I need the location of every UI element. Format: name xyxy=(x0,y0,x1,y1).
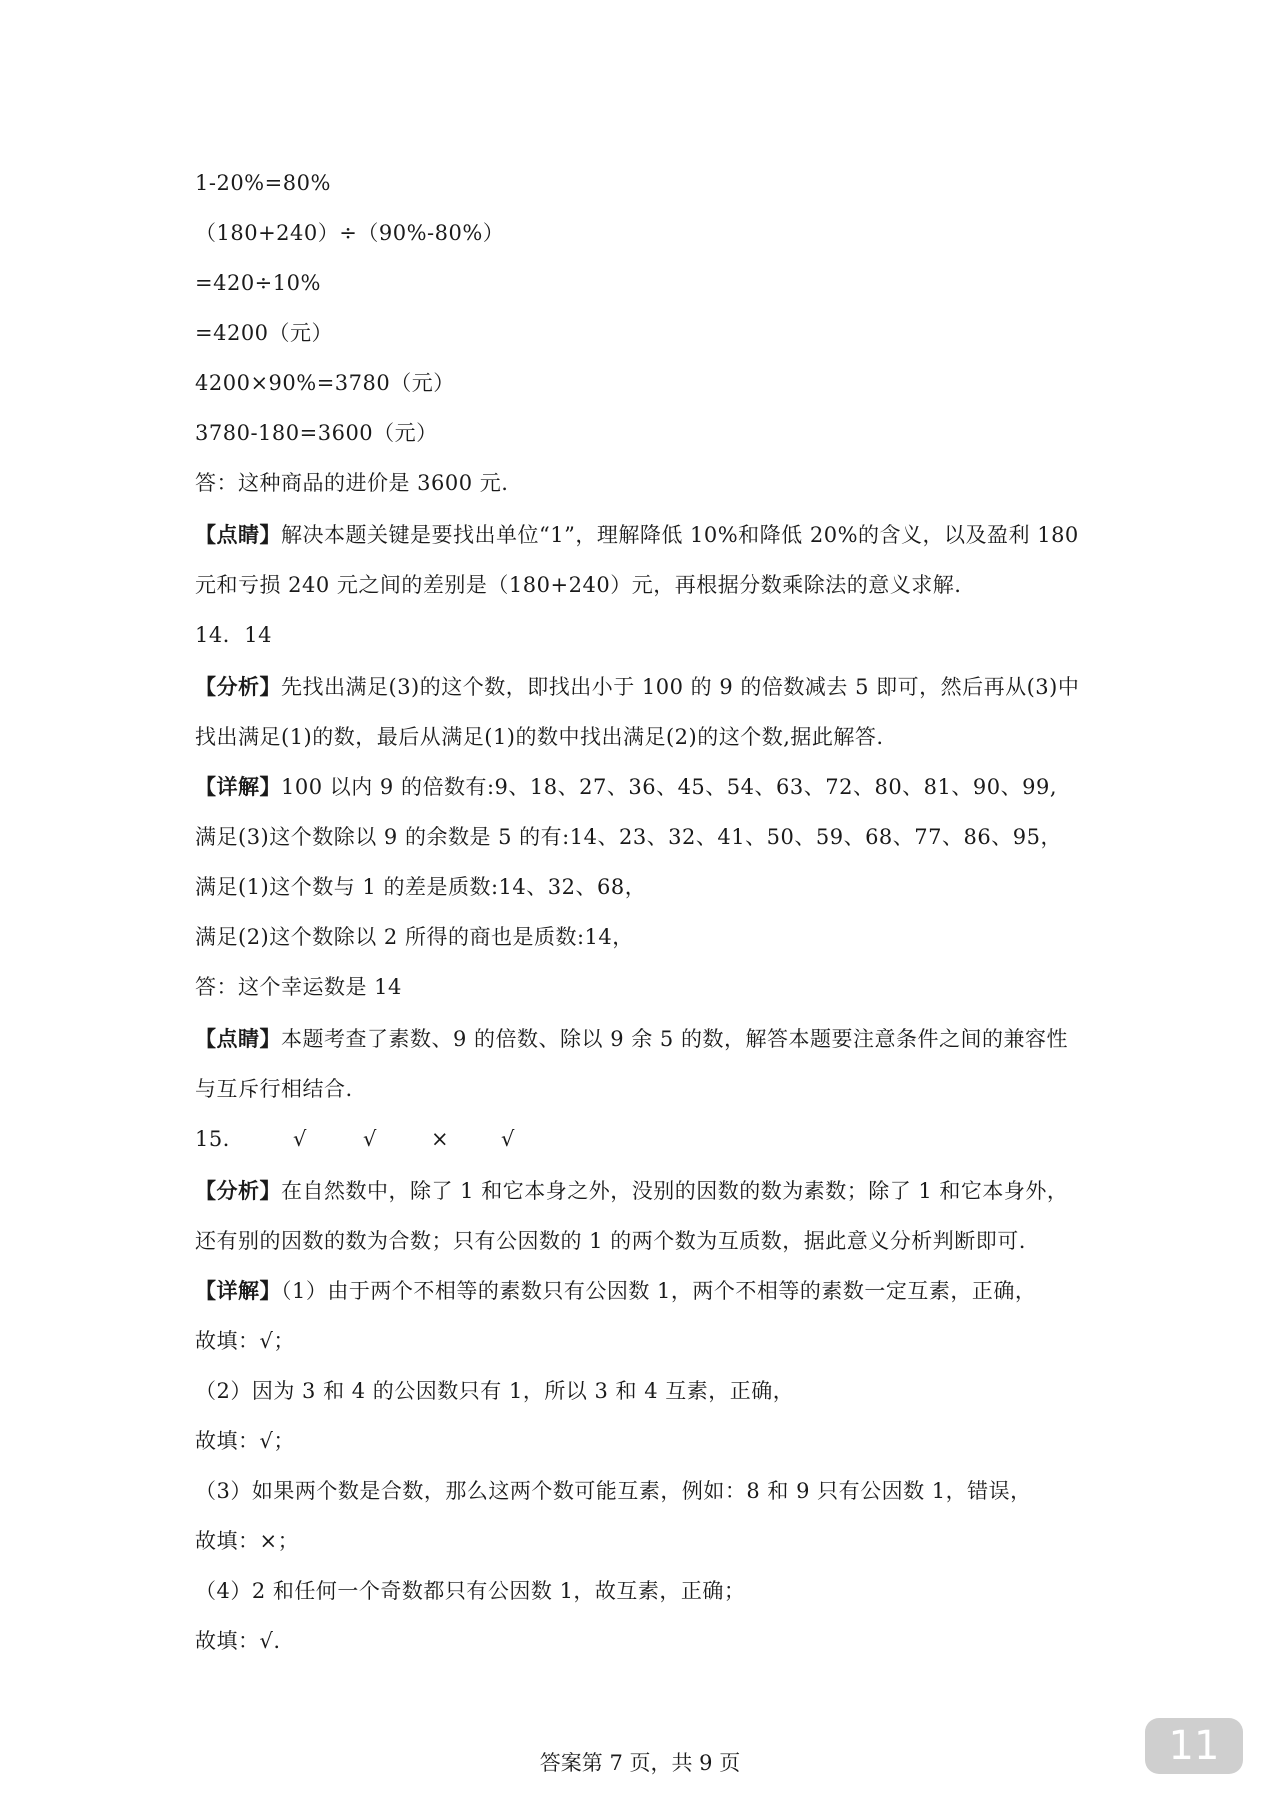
analysis-line xyxy=(195,672,1079,702)
text-line: 故填：×； xyxy=(195,1529,300,1553)
mark-3: × xyxy=(431,1127,450,1151)
text-line: 故填：√； xyxy=(195,1429,295,1453)
text-line: 故填：√. xyxy=(195,1629,281,1653)
text-line: 找出满足(1)的数，最后从满足(1)的数中找出满足(2)的这个数,据此解答. xyxy=(195,725,884,749)
mark-1: √ xyxy=(293,1127,307,1151)
detail-tag: 【详解】 xyxy=(195,1278,281,1303)
analysis-line xyxy=(195,1176,1068,1206)
page-number-badge: 11 xyxy=(1145,1718,1243,1774)
text-line: 元和亏损 240 元之间的差别是（180+240）元，再根据分数乘除法的意义求解. xyxy=(195,573,962,597)
text-line: =420÷10% xyxy=(195,271,321,295)
detail-text: 100 以内 9 的倍数有:9、18、27、36、45、54、63、72、80、81、90、99, xyxy=(281,775,1058,799)
answer-line: 答：这种商品的进价是 3600 元. xyxy=(195,471,509,495)
comment-line xyxy=(195,520,1079,550)
analysis-text: 先找出满足(3)的这个数，即找出小于 100 的 9 的倍数减去 5 即可，然后再从(3)中 xyxy=(281,675,1080,699)
text-line: 满足(3)这个数除以 9 的余数是 5 的有:14、23、32、41、50、59、68、77、86、95， xyxy=(195,825,1062,849)
detail-text: （1）由于两个不相等的素数只有公因数 1，两个不相等的素数一定互素，正确， xyxy=(281,1279,1037,1303)
answer-line: 答：这个幸运数是 14 xyxy=(195,975,402,999)
text-line: （3）如果两个数是合数，那么这两个数可能互素，例如：8 和 9 只有公因数 1，错误， xyxy=(195,1479,1032,1503)
analysis-text: 在自然数中，除了 1 和它本身之外，没别的因数的数为素数；除了 1 和它本身外， xyxy=(281,1179,1069,1203)
comment-text: 解决本题关键是要找出单位“1”，理解降低 10%和降低 20%的含义，以及盈利 180 xyxy=(281,523,1079,547)
text-line: （180+240）÷（90%-80%） xyxy=(195,221,505,245)
mark-2: √ xyxy=(363,1127,377,1151)
question-number-with-marks xyxy=(195,1124,515,1154)
text-line: 满足(1)这个数与 1 的差是质数:14、32、68， xyxy=(195,875,647,899)
detail-tag: 【详解】 xyxy=(195,774,281,799)
text-line: 1-20%=80% xyxy=(195,171,331,195)
detail-line xyxy=(195,1276,1036,1306)
comment-tag: 【点睛】 xyxy=(195,1026,281,1051)
question-number: 15． xyxy=(195,1127,245,1151)
analysis-tag: 【分析】 xyxy=(195,674,281,699)
text-line: 3780-180=3600（元） xyxy=(195,421,438,445)
mark-4: √ xyxy=(501,1127,515,1151)
text-line: 故填：√； xyxy=(195,1329,295,1353)
text-line: 4200×90%=3780（元） xyxy=(195,371,455,395)
analysis-tag: 【分析】 xyxy=(195,1178,281,1203)
text-line: 与互斥行相结合. xyxy=(195,1077,353,1101)
comment-text: 本题考查了素数、9 的倍数、除以 9 余 5 的数，解答本题要注意条件之间的兼容性 xyxy=(281,1027,1068,1051)
detail-line xyxy=(195,772,1057,802)
text-line: （4）2 和任何一个奇数都只有公因数 1，故互素，正确； xyxy=(195,1579,746,1603)
text-line: 还有别的因数的数为合数；只有公因数的 1 的两个数为互质数，据此意义分析判断即可. xyxy=(195,1229,1026,1253)
question-number: 14．14 xyxy=(195,623,272,647)
text-line: =4200（元） xyxy=(195,321,334,345)
page-footer: 答案第 7 页，共 9 页 xyxy=(539,1751,741,1775)
text-line: 满足(2)这个数除以 2 所得的商也是质数:14， xyxy=(195,925,634,949)
comment-line xyxy=(195,1024,1068,1054)
comment-tag: 【点睛】 xyxy=(195,522,281,547)
text-line: （2）因为 3 和 4 的公因数只有 1，所以 3 和 4 互素，正确， xyxy=(195,1379,795,1403)
